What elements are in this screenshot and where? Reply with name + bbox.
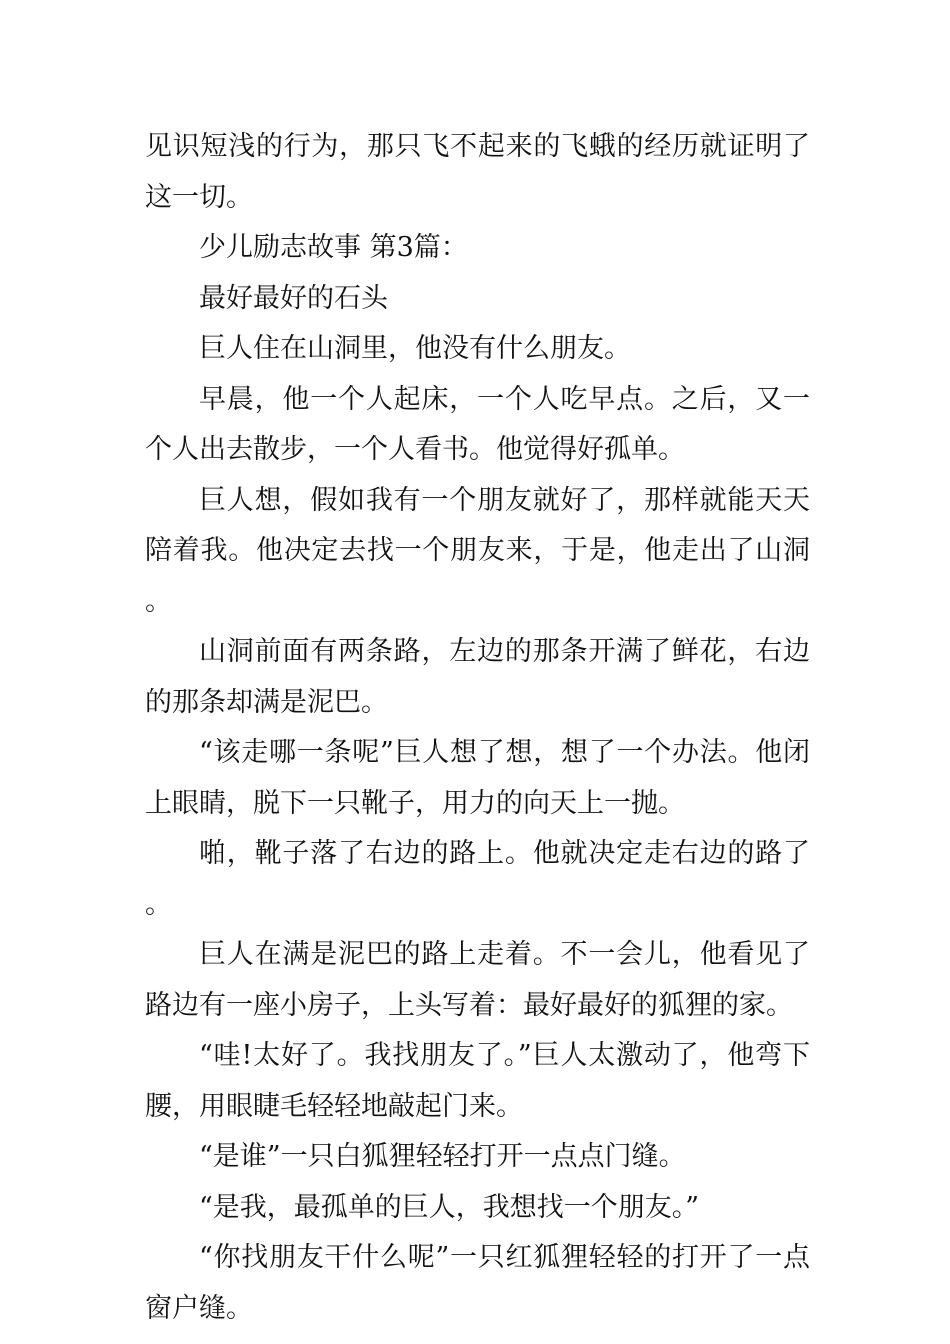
paragraph: “你找朋友干什么呢”一只红狐狸轻轻的打开了一点窗户缝。 [145, 1242, 810, 1324]
paragraph: 巨人在满是泥巴的路上走着。不一会儿，他看见了路边有一座小房子，上头写着：最好最好的狐狸的家。 [145, 939, 810, 1021]
paragraph-continuation: 见识短浅的行为，那只飞不起来的飞蛾的经历就证明了这一切。 [145, 131, 810, 213]
story-heading: 少儿励志故事 第3篇： [199, 232, 468, 263]
paragraph: 山洞前面有两条路，左边的那条开满了鲜花，右边的那条却满是泥巴。 [145, 636, 810, 718]
document-body [145, 122, 810, 1334]
paragraph: 早晨，他一个人起床，一个人吃早点。之后，又一个人出去散步，一个人看书。他觉得好孤单。 [145, 383, 810, 465]
paragraph: “是我，最孤单的巨人，我想找一个朋友。” [199, 1191, 700, 1223]
paragraph: “是谁”一只白狐狸轻轻打开一点点门缝。 [199, 1141, 686, 1172]
paragraph: “该走哪一条呢”巨人想了想，想了一个办法。他闭上眼睛，脱下一只靴子，用力的向天上一抛。 [145, 737, 810, 819]
paragraph: “哇!太好了。我找朋友了。”巨人太激动了，他弯下腰，用眼睫毛轻轻地敲起门来。 [145, 1040, 810, 1122]
paragraph: 巨人想，假如我有一个朋友就好了，那样就能天天陪着我。他决定去找一个朋友来，于是，他走出了山洞。 [145, 484, 810, 617]
paragraph: 啪，靴子落了右边的路上。他就决定走右边的路了。 [145, 838, 810, 920]
story-title: 最好最好的石头 [199, 282, 388, 314]
paragraph: 巨人住在山洞里，他没有什么朋友。 [199, 333, 631, 364]
